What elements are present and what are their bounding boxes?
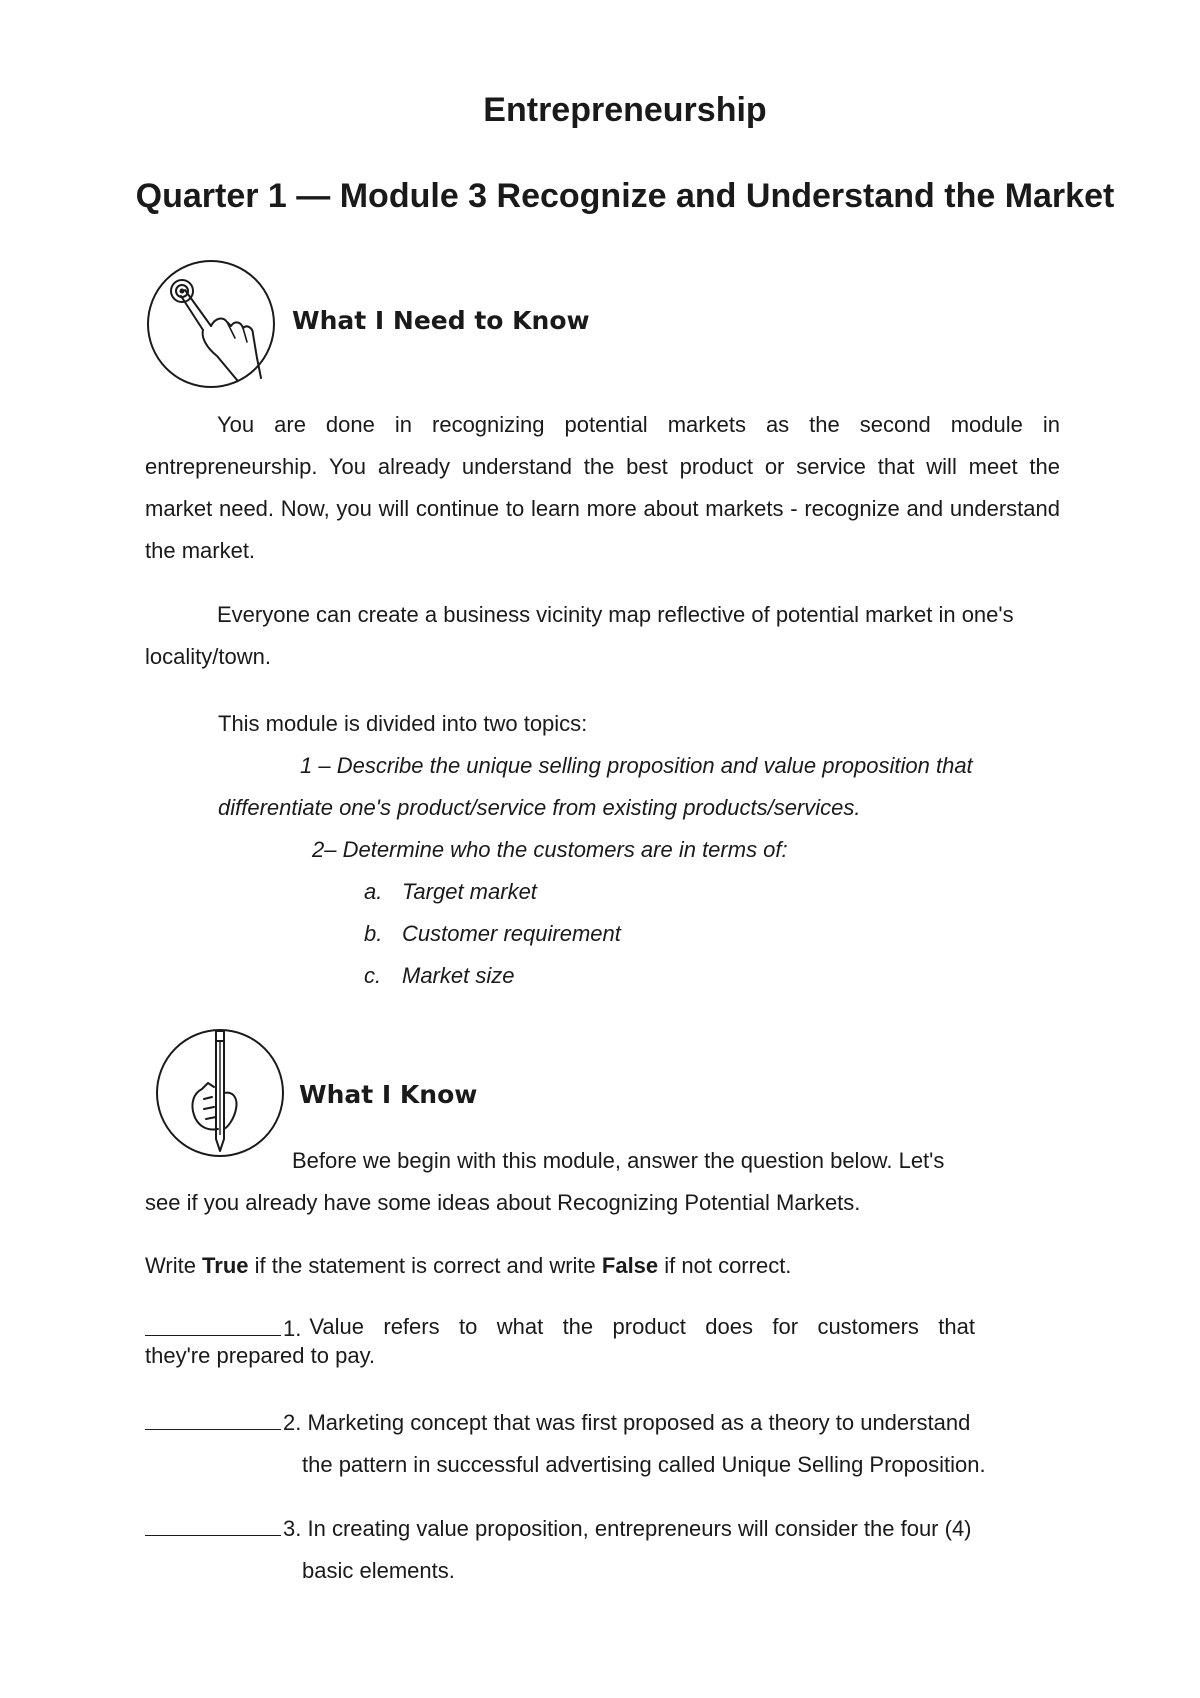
section-heading-what-i-know: What I Know [299, 1080, 478, 1109]
question-number: 3. [283, 1516, 302, 1541]
list-marker: c. [364, 963, 382, 988]
instructions [145, 1245, 791, 1287]
topic-1-line-2: differentiate one's product/service from existing products/services. [218, 795, 861, 820]
list-item [364, 913, 621, 955]
list-text: Customer requirement [402, 921, 621, 946]
true-keyword: True [202, 1253, 249, 1278]
topic-1-line-1: 1 – Describe the unique selling proposition and value proposition that [300, 753, 973, 778]
instruction-text: if not correct. [658, 1253, 792, 1278]
question-3 [145, 1508, 972, 1592]
what-i-know-intro-line-1: Before we begin with this module, answer the question below. Let's [292, 1148, 945, 1173]
question-1 [145, 1313, 975, 1369]
list-item [364, 955, 514, 997]
question-text-continued: basic elements. [302, 1558, 455, 1583]
list-marker: b. [364, 921, 383, 946]
false-keyword: False [601, 1253, 659, 1278]
topic-2: 2– Determine who the customers are in terms of: [312, 837, 788, 862]
question-text: Marketing concept that was first proposed as a theory to understand [307, 1410, 971, 1435]
instruction-text: if the statement is correct and write [248, 1253, 602, 1278]
document-title: Entrepreneurship [483, 91, 767, 129]
module-title: Quarter 1 — Module 3 Recognize and Understand the Market [135, 177, 1115, 215]
answer-blank[interactable] [145, 1313, 281, 1336]
answer-blank[interactable] [145, 1513, 281, 1536]
question-number: 2. [283, 1410, 302, 1435]
list-text: Target market [402, 879, 537, 904]
section-heading-need-to-know: What I Need to Know [292, 306, 590, 335]
vicinity-map-paragraph: Everyone can create a business vicinity map reflective of potential market in one's locality/town. [145, 602, 1014, 669]
topics-intro: This module is divided into two topics: [218, 711, 588, 736]
question-text: Value refers to what the product does for customers that [309, 1314, 975, 1339]
instruction-text: Write [145, 1253, 203, 1278]
intro-paragraph: You are done in recognizing potential markets as the second module in entrepreneurship. You already understand the best product or service that will meet the market need. Now, you will continue to learn more about markets - recognize and understand the market. [145, 412, 1060, 563]
hand-holding-pencil-icon [154, 1027, 286, 1159]
question-number: 1. [283, 1316, 302, 1341]
answer-blank[interactable] [145, 1407, 281, 1430]
question-2 [145, 1402, 986, 1486]
question-text: In creating value proposition, entrepreneurs will consider the four (4) [307, 1516, 972, 1541]
question-text-continued: they're prepared to pay. [145, 1343, 376, 1368]
pointing-hand-icon [145, 258, 277, 390]
what-i-know-intro-line-2: see if you already have some ideas about Recognizing Potential Markets. [145, 1190, 861, 1215]
list-item [364, 871, 537, 913]
list-marker: a. [364, 879, 383, 904]
list-text: Market size [402, 963, 515, 988]
question-text-continued: the pattern in successful advertising called Unique Selling Proposition. [302, 1452, 986, 1477]
